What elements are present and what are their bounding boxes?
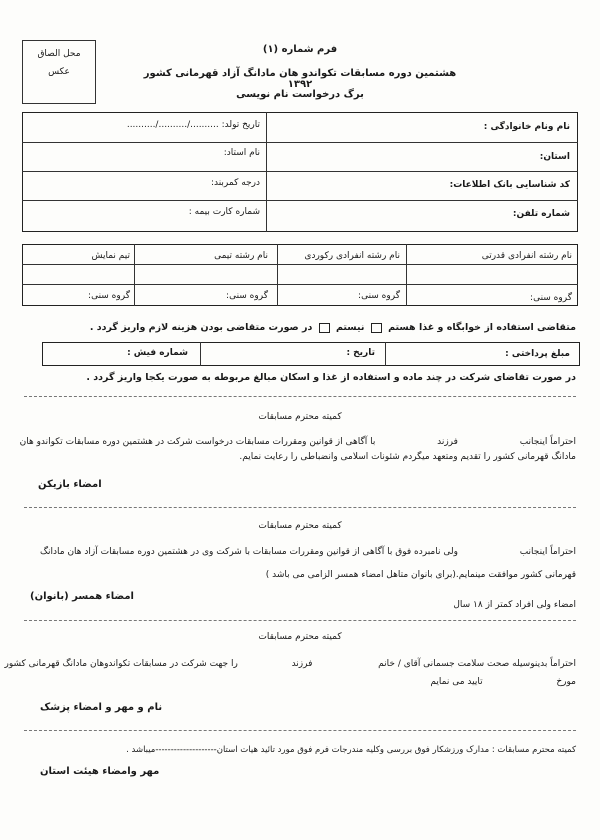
- section1-committee: کمیته محترم مسابقات: [258, 412, 342, 422]
- section3-committee: کمیته محترم مسابقات: [258, 632, 342, 642]
- section2-line2: قهرمانی کشور موافقت مینمایم.(برای بانوان متاهل امضاء همسر الزامی می باشد ): [265, 570, 576, 580]
- accommodation-option-no: نیستم: [335, 322, 365, 333]
- age-group-label-1: گروه سنی:: [530, 293, 572, 303]
- section4-line: کمیته محترم مسابقات : مدارک ورزشکار فوق بررسی وکلیه مندرجات فرم فوق مورد تائید هیات استان--------------------میباشد .: [126, 745, 576, 755]
- guardian-signature-note: امضاء ولی افراد کمتر از ۱۸ سال: [453, 600, 576, 610]
- accommodation-no-checkbox[interactable]: [319, 323, 330, 333]
- receipt-number-label: شماره فیش :: [127, 348, 188, 358]
- birth-date-label: تاریخ تولد: ........../........../..........: [126, 120, 260, 130]
- divider-2: [24, 507, 576, 508]
- section3-line1a: احتراماً بدینوسیله صحت سلامت جسمانی آقای / خانم: [378, 659, 576, 669]
- province-board-signature: مهر وامضاء هیئت استان: [40, 766, 160, 777]
- section1-child: فرزند: [437, 437, 458, 447]
- payment-amount-label: مبلغ پرداختی :: [505, 349, 570, 359]
- section2-intro: احتراماً اینجانب: [519, 547, 576, 557]
- player-signature-label: امضاء بازیکن: [38, 479, 102, 490]
- section1-line2: مادانگ قهرمانی کشور را تقدیم ومتعهد میگردم شئونات اسلامی وانضباطی را رعایت نمایم.: [239, 452, 576, 462]
- section1-paragraph: [16, 435, 576, 465]
- master-name-label: نام استاد:: [223, 148, 260, 158]
- event-header-record: نام رشته انفرادی رکوردی: [304, 251, 400, 261]
- section3-line1b: فرزند: [291, 659, 313, 669]
- full-name-label: نام ونام خانوادگی :: [483, 122, 570, 132]
- age-group-label-3: گروه سنی:: [226, 291, 268, 301]
- section3-confirm: تایید می نمایم: [430, 677, 483, 687]
- section2-line1: ولی نامبرده فوق با آگاهی از قوانین ومقررات مسابقات با شرکت وی در هشتمین دوره مسابقات آزاد هان مادانگ: [39, 547, 458, 557]
- accommodation-question: متقاضی استفاده از خوابگاه و غذا هستم: [388, 322, 576, 333]
- section4-text: کمیته محترم مسابقات : مدارک ورزشکار فوق بررسی وکلیه مندرجات فرم فوق مورد تائید هیات استان: [216, 745, 576, 755]
- payment-table: [42, 342, 580, 366]
- section3-line1c: را جهت شرکت در مسابقات تکواندوهان مادانگ قهرمانی کشور: [4, 659, 238, 669]
- divider-3: [24, 620, 576, 621]
- section3-paragraph: [0, 657, 576, 690]
- section1-intro: احتراماً اینجانب: [519, 437, 576, 447]
- divider-4: [24, 730, 576, 731]
- event-header-demo-team: تیم نمایش: [91, 251, 130, 261]
- province-label: استان:: [539, 152, 570, 162]
- section4-suffix: میباشد .: [126, 745, 156, 755]
- divider-1: [24, 396, 576, 397]
- payment-note: در صورت تقاضای شرکت در چند ماده و استفاده از غذا و اسکان مبالغ مربوطه به صورت یکجا واریز گردد .: [86, 372, 576, 383]
- phone-label: شماره تلفن:: [512, 209, 570, 219]
- accommodation-note: در صورت متقاضی بودن هزینه لازم واریز گردد .: [89, 322, 313, 333]
- doctor-signature-label: نام و مهر و امضاء پزشک: [40, 702, 163, 713]
- accommodation-row: [90, 322, 576, 333]
- payment-date-label: تاریخ :: [346, 348, 375, 358]
- insurance-card-label: شماره کارت بیمه :: [188, 207, 260, 217]
- age-group-label-4: گروه سنی:: [88, 291, 130, 301]
- form-title: هشتمین دوره مسابقات تکواندو هان مادانگ آزاد قهرمانی کشور ۱۳۹۲: [143, 68, 457, 90]
- spouse-signature-label: امضاء همسر (بانوان): [30, 591, 134, 602]
- age-group-label-2: گروه سنی:: [358, 291, 400, 301]
- event-header-team: نام رشته تیمی: [214, 251, 268, 261]
- accommodation-yes-checkbox[interactable]: [371, 323, 382, 333]
- section3-dated: مورخ: [556, 677, 576, 687]
- photo-label-line2: عکس: [48, 67, 70, 77]
- section2-paragraph: [16, 545, 576, 583]
- event-header-strength: نام رشته انفرادی قدرتی: [481, 251, 572, 261]
- bank-code-label: کد شناسایی بانک اطلاعات:: [449, 180, 570, 190]
- form-number: فرم شماره (۱): [262, 44, 338, 55]
- photo-label-line1: محل الصاق: [37, 49, 81, 59]
- belt-grade-label: درجه کمربند:: [210, 178, 260, 188]
- form-subtitle: برگ درخواست نام نویسی: [236, 89, 364, 100]
- photo-placeholder-box: [22, 40, 96, 104]
- section2-committee: کمیته محترم مسابقات: [258, 521, 342, 531]
- section1-line1: با آگاهی از قوانین ومقررات مسابقات درخواست شرکت در هشتمین دوره مسابقات تکواندو هان: [19, 437, 376, 447]
